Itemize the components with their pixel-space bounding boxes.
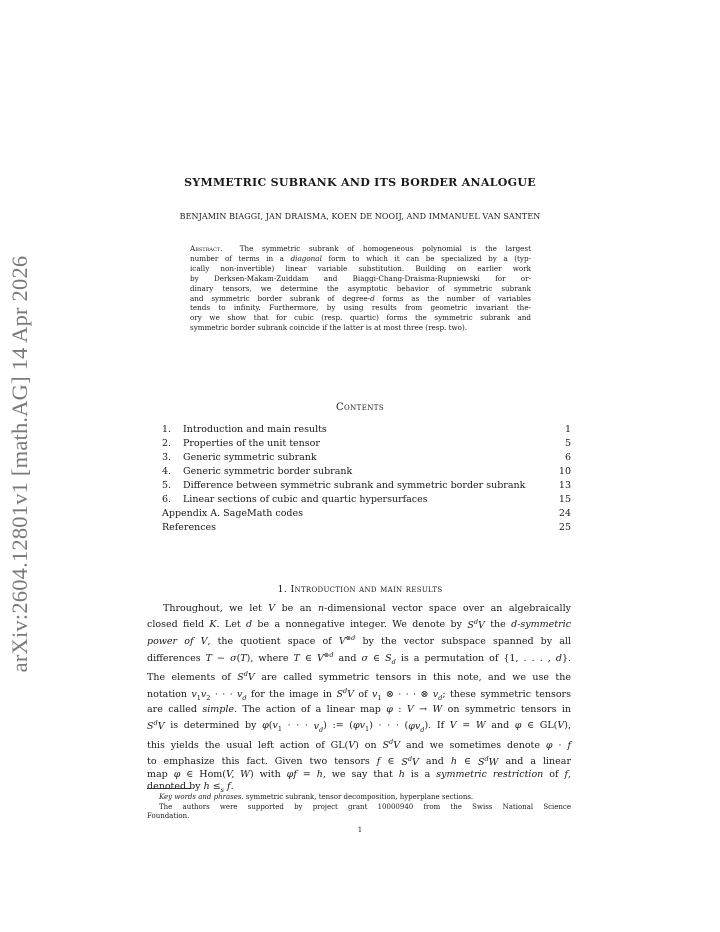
- body-line: notation $v_1v_2$ · · · $v_d$ for the image in $S^dV$ of $v_1$ ⊗ · · · ⊗ $v_d$; these symmetric tensors: [147, 686, 571, 702]
- toc-title: Introduction and main results: [183, 424, 327, 435]
- abstract-line: Abstract. The symmetric subrank of homogeneous polynomial is the largest: [190, 244, 532, 253]
- toc-entry[interactable]: [162, 437, 571, 451]
- table-of-contents: [162, 423, 571, 535]
- body-line: The elements of $S^dV$ are called symmetric tensors in this note, and we use the: [147, 669, 571, 684]
- toc-number: 5.: [162, 480, 172, 491]
- body-line: Throughout, we let V be an n-dimensional vector space over an algebraically: [163, 603, 572, 614]
- toc-title: Linear sections of cubic and quartic hypersurfaces: [183, 494, 428, 505]
- abstract-line: tends to infinity. Furthermore, by using results from geometric invariant the-: [190, 303, 531, 313]
- abstract-line: and symmetric border subrank of degree-d forms as the number of variables: [190, 293, 531, 303]
- toc-number: 2.: [162, 438, 172, 449]
- abstract-line: ically non-invertible) linear variable substitution. Building on earlier work: [190, 263, 531, 273]
- body-line: are called simple. The action of a linear map φ : V → W on symmetric tensors in: [147, 704, 571, 715]
- toc-title: Generic symmetric subrank: [183, 452, 317, 463]
- funding-footnote: [147, 803, 571, 822]
- toc-entry[interactable]: [162, 493, 571, 507]
- toc-page: 15: [558, 494, 571, 505]
- funding-line: The authors were supported by project grant 10000940 from the Swiss National Science: [159, 803, 571, 811]
- abstract-line: ory we show that for cubic (resp. quartic) forms the symmetric subrank and: [190, 313, 531, 323]
- toc-page: 10: [558, 466, 571, 477]
- toc-page: 6: [564, 452, 571, 463]
- toc-number: 4.: [162, 466, 172, 477]
- arxiv-sidebar-stamp: [2, 236, 38, 692]
- toc-entry[interactable]: [162, 521, 571, 535]
- arxiv-identifier: arXiv:2604.12801v1 [math.AG] 14 Apr 2026: [7, 255, 32, 673]
- footnote-rule: [147, 788, 191, 789]
- keywords-text: symmetric subrank, tensor decomposition, hyperplane sections.: [245, 793, 474, 801]
- funding-line: Foundation.: [147, 812, 190, 821]
- toc-number: 3.: [162, 452, 172, 463]
- toc-number: 1.: [162, 424, 172, 435]
- body-line: denoted by $h \le_s$ f.: [147, 781, 234, 795]
- toc-title: Appendix A. SageMath codes: [162, 508, 304, 519]
- toc-page: 24: [558, 508, 571, 519]
- body-line: to emphasize this fact. Given two tensors f ∈ $S^dV$ and h ∈ $S^dW$ and a linear: [147, 754, 572, 768]
- toc-title: Properties of the unit tensor: [183, 438, 320, 449]
- toc-page: 13: [558, 480, 571, 491]
- keywords-footnote: [147, 793, 571, 802]
- section-heading: 1. Introduction and main results: [277, 584, 443, 595]
- toc-entry[interactable]: [162, 451, 571, 465]
- toc-number: 6.: [162, 494, 172, 505]
- toc-title: Difference between symmetric subrank and symmetric border subrank: [183, 480, 526, 491]
- abstract-heading: Abstract.: [190, 244, 223, 253]
- body-line: this yields the usual left action of GL(V) on $S^dV$ and we sometimes denote φ · f: [147, 737, 571, 752]
- contents-heading: Contents: [335, 402, 385, 413]
- body-line: differences T − σ(T), where T ∈ $V^{\otimes d}$ and σ ∈ $S_d$ is a permutation of {1, . . . , d}.: [147, 650, 572, 666]
- abstract-line: number of terms in a diagonal form to which it can be specialized by a (typ-: [190, 253, 531, 263]
- keywords-label: Key words and phrases.: [159, 793, 244, 801]
- toc-entry[interactable]: [162, 479, 571, 493]
- toc-page: 1: [564, 424, 571, 435]
- body-line: power of V, the quotient space of $V^{\otimes d}$ by the vector subspace spanned by all: [147, 633, 571, 648]
- toc-page: 5: [564, 438, 571, 449]
- body-line: $S^dV$ is determined by $\varphi(v_1$ · · · $v_d$) := $(\varphi v_1)$ · · · $(\varphi v_d)$. If V = W and φ ∈ GL(V),: [147, 718, 571, 734]
- toc-entry[interactable]: [162, 465, 571, 479]
- body-line: closed field K. Let d be a nonnegative integer. We denote by $S^dV$ the d-symmetric: [147, 617, 572, 631]
- toc-title: References: [162, 522, 217, 533]
- toc-title: Generic symmetric border subrank: [183, 466, 353, 477]
- toc-entry[interactable]: [162, 507, 571, 521]
- body-line: map φ ∈ Hom(V, W) with φf = h, we say that h is a symmetric restriction of f,: [147, 768, 571, 780]
- toc-page: 25: [558, 522, 571, 533]
- abstract: [190, 244, 531, 333]
- paper-authors: BENJAMIN BIAGGI, JAN DRAISMA, KOEN DE NOOIJ, AND IMMANUEL VAN SANTEN: [179, 212, 541, 221]
- page-number: 1: [357, 826, 363, 834]
- abstract-line: by Derksen-Makam-Zuiddam and Biaggi-Chang-Draisma-Rupniewski for or-: [190, 273, 531, 283]
- toc-entry[interactable]: [162, 423, 571, 437]
- body-paragraph: [147, 603, 571, 797]
- abstract-line: dinary tensors, we determine the asymptotic behavior of symmetric subrank: [190, 283, 531, 293]
- paper-title: SYMMETRIC SUBRANK AND ITS BORDER ANALOGUE: [184, 176, 536, 189]
- abstract-line: symmetric border subrank coincide if the latter is at most three (resp. two).: [190, 323, 468, 333]
